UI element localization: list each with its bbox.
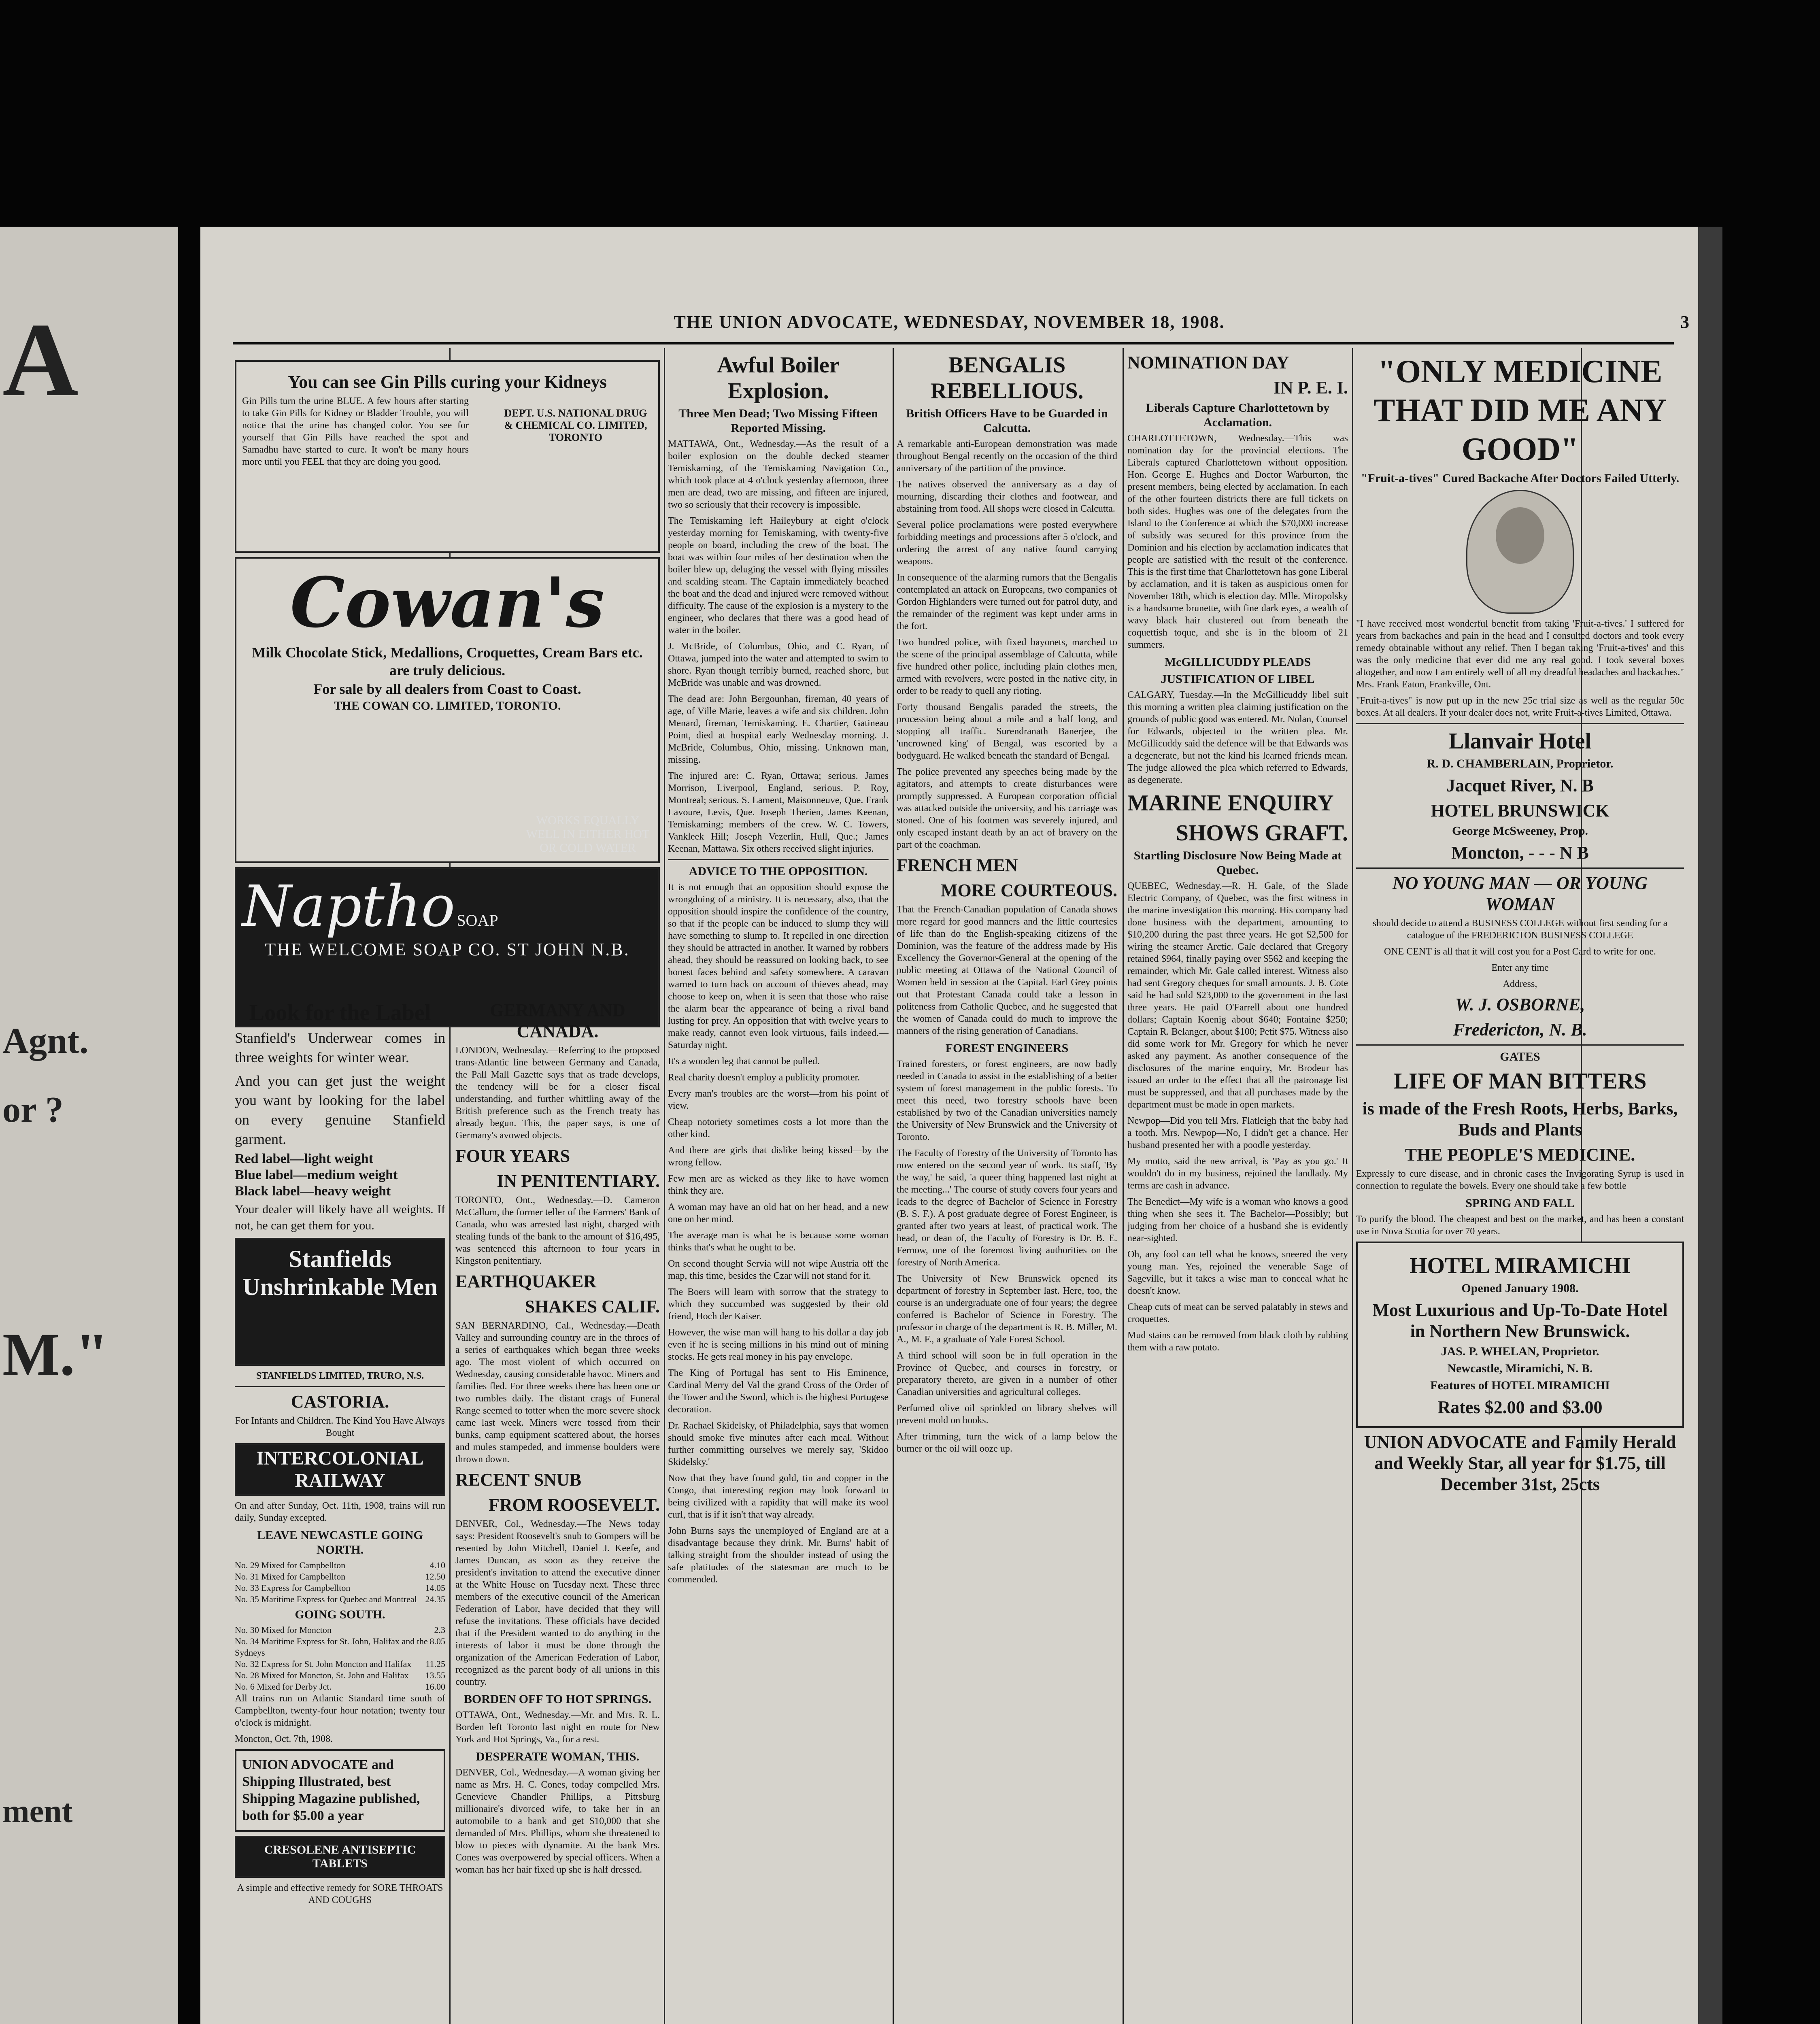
advice-body-9: The average man is what he is because some woman thinks that's what he ought to be. (668, 1230, 889, 1253)
miramichi-prop: JAS. P. WHELAN, Proprietor. (1441, 1345, 1599, 1358)
timetable-south (235, 1624, 445, 1692)
naptho-logo: Naptho (242, 874, 455, 940)
table-row: No. 28 Mixed for Moncton, St. John and Halifax 13.55 (235, 1670, 445, 1680)
mcgillicuddy-body: CALGARY, Tuesday.—In the McGillicuddy libel suit this morning a written plea claiming justification on the grounds of public good was entered. Mr. Nolan, Counsel for Edwards, objected to the written plea. Mr. McGillicuddy said the defence will be that Edwards was a degenerate, but not the kind his learned friends mean. The judge allowed the plea which referred to Edwards, as degenerate. (1127, 690, 1348, 785)
four-years-head: FOUR YEARS (455, 1146, 570, 1166)
earthquake-head-2: SHAKES CALIF. (525, 1297, 660, 1316)
column-3 (668, 348, 889, 2024)
newspaper-page (200, 227, 1698, 2024)
column-rule (664, 348, 665, 2024)
intercolonial-south-head: GOING SOUTH. (295, 1608, 385, 1621)
divider (1356, 867, 1684, 869)
naptho-company: THE WELCOME SOAP CO. ST JOHN N.B. (265, 940, 630, 959)
hot-springs-head: BORDEN OFF TO HOT SPRINGS. (464, 1692, 652, 1706)
cowans-line-2: For sale by all dealers from Coast to Coast. (313, 681, 581, 697)
bengalis-body-7: The police prevented any speeches being made by the agitators, and attempts to create disturbances were promptly suppressed. A European corporation official was attacked outside the university, and his carriage was stoned. One of his footmen was severely injured, and only escaped instant death by an act of bravery on the part of the coachman. (897, 767, 1117, 850)
advice-body-11: The Boers will learn with sorrow that the strategy to which they succumbed was suggested by their old friend, Hoch der Kaiser. (668, 1287, 889, 1322)
gates-season: SPRING AND FALL (1465, 1197, 1575, 1210)
divider (1356, 1044, 1684, 1046)
french-men-head: FRENCH MEN (897, 855, 1018, 875)
gates-text: Expressly to cure disease, and in chronic cases the Invigorating Syrup is used in connection to regulate the bowels. Every one should take a few bottle (1356, 1169, 1684, 1191)
advice-body-3: Real charity doesn't employ a publicity promoter. (668, 1072, 860, 1083)
hot-springs-body: OTTAWA, Ont., Wednesday.—Mr. and Mrs. R. L. Borden left Toronto last night en route for New York and Hot Springs, Va., for a rest. (455, 1710, 660, 1745)
miramichi-ad (1356, 1242, 1684, 1428)
stanfield-head: Look for the Label (249, 1000, 431, 1025)
bengalis-body-3: Several police proclamations were posted everywhere forbidding meetings and processions after 5 o'clock, and ordering the arrest of any native found carrying weapons. (897, 520, 1117, 567)
stanfield-label-blue: Blue label—medium weight (235, 1167, 398, 1182)
boiler-head: Awful Boiler Explosion. (717, 353, 840, 404)
forest-body-3: The University of New Brunswick opened its department of forestry in September last. Here, too, the course is an undergraduate one of four years; the degree conferred is Bachelor of Science in Forestry. The professor in charge of the department is R. B. Miller, M. A., M. F., a graduate of Yale Forest School. (897, 1274, 1117, 1345)
advice-body-8: A woman may have an old hat on her head, and a new one on her mind. (668, 1202, 889, 1225)
fruit-a-tives-sub: "Fruit-a-tives" Cured Backache After Doctors Failed Utterly. (1361, 472, 1680, 485)
intercolonial-head: INTERCOLONIAL RAILWAY (235, 1443, 445, 1496)
advice-body-4: Every man's troubles are the worst—from his point of view. (668, 1089, 889, 1111)
gates-title: LIFE OF MAN BITTERS (1393, 1069, 1647, 1094)
marine-joke-4: Oh, any fool can tell what he knows, sneered the very young man. Yes, rejoined the venerable Sage of Sageville, but it takes a wise man to conceal what he doesn't know. (1127, 1249, 1348, 1296)
snub-body: DENVER, Col., Wednesday.—The News today says: President Roosevelt's snub to Gompers will be resented by John Mitchell, Daniel J. Keefe, and James Duncan, as soon as they receive the president's invitation to attend the executive dinner at the White House on Tuesday next. These three members of the executive council of the American Federation of Labor, have decided that they will refuse the invitations. These officials have decided that if the President wanted to do anything in the interests of labor it must be done through the organization of the American Federation of Labor, recognized as the parent body of all unions in this country. (455, 1519, 660, 1687)
boiler-sub: Three Men Dead; Two Missing Fifteen Reported Missing. (678, 407, 878, 435)
cresolene-head: CRESOLENE ANTISEPTIC TABLETS (235, 1836, 445, 1878)
bengalis-body-2: The natives observed the anniversary as a day of mourning, discarding their clothes and footwear, and abstaining from food. All shops were closed in Calcutta. (897, 479, 1117, 514)
four-years-body: TORONTO, Ont., Wednesday.—D. Cameron McCallum, the former teller of the Farmers' Bank of Canada, who was arrested last night, charged with stealing funds of the bank to the amount of $16,495, was sentenced this afternoon to four years in Kingston penitentiary. (455, 1195, 660, 1266)
gates-text-2: To purify the blood. The cheapest and best on the market, and has been a constant use in Nova Scotia for over 70 years. (1356, 1214, 1684, 1237)
marine-joke-5: Cheap cuts of meat can be served palatably in stews and croquettes. (1127, 1302, 1348, 1325)
school-enter: Enter any time (1491, 963, 1549, 973)
marine-joke-1: Newpop—Did you tell Mrs. Flatleigh that the baby had a tooth. Mrs. Newpop—No, I didn't get a chance. Her husband presented her with a poodle yesterday. (1127, 1116, 1348, 1150)
column-6 (1356, 348, 1684, 2024)
cresolene-text: A simple and effective remedy for SORE THROATS AND COUGHS (237, 1883, 443, 1905)
miramichi-desc: Most Luxurious and Up-To-Date Hotel in Northern New Brunswick. (1372, 1300, 1668, 1341)
masthead-title: THE UNION ADVOCATE, WEDNESDAY, NOVEMBER 18, 1908. (674, 312, 1225, 332)
bengalis-body-1: A remarkable anti-European demonstration was made throughout Bengal recently on the occasion of the third anniversary of the partition of the province. (897, 439, 1117, 474)
marine-sub: Startling Disclosure Now Being Made at Quebec. (1133, 849, 1342, 877)
column-5 (1127, 348, 1348, 2024)
mcgillicuddy-head: McGILLICUDDY PLEADS (1164, 655, 1311, 669)
boiler-body-5: The injured are: C. Ryan, Ottawa; serious. James Morrison, Liverpool, England, serious. P. Roy, Montreal; serious. S. Lament, Maisonneuve, Que. Frank Lavoure, Levis, Que. Joseph Therien, James Keenan, Temiskaming; members of the crew. W. C. Towers, Vankleek Hill; Joseph Vezerlin, Hull, Que.; James Keenan, Mattawa. Six others received slight injuries. (668, 771, 889, 854)
miramichi-opened: Opened January 1908. (1461, 1282, 1579, 1295)
snub-head: RECENT SNUB (455, 1470, 581, 1490)
bengalis-head: BENGALIS REBELLIOUS. (930, 353, 1084, 404)
cowans-logo: Cowan's (290, 562, 605, 643)
timetable-north (235, 1560, 445, 1605)
stanfield-label-black: Black label—heavy weight (235, 1184, 391, 1199)
snub-head-2: FROM ROOSEVELT. (489, 1495, 660, 1515)
advice-body-14: Dr. Rachael Skidelsky, of Philadelphia, says that women should smoke five minutes after each meal. Without further committing ourselves we merely say, 'Skidoo Skidelsky.' (668, 1420, 889, 1467)
advice-body-10: On second thought Servia will not wipe Austria off the map, this time, besides the Czar will not stand for it. (668, 1259, 889, 1281)
school-fee: ONE CENT is all that it will cost you for a Post Card to write for one. (1384, 946, 1656, 957)
naptho-soap: SOAP (457, 911, 498, 929)
column-1 (235, 996, 445, 2024)
column-4 (897, 348, 1117, 2024)
advocate-offer: UNION ADVOCATE and Family Herald and Weekly Star, all year for $1.75, till December 31st, 25cts (1364, 1432, 1676, 1494)
nomination-body: CHARLOTTETOWN, Wednesday.—This was nomination day for the provincial elections. The Liberals captured Charlottetown without opposition. Hon. George E. Hughes and Doctor Warburton, the present members, being elected by acclamation. In each of the other fourteen districts there are full tickets on both sides. Hughes was one of the delegates from the Island to the Conference at which the $70,000 increase of subsidy was secured for this province from the Dominion and his election by acclamation indicates that people are satisfied with the result of the conference. This is the first time that Charlottetown has gone Liberal by acclamation, and it is taken as auspicious omen for November 18th, which is election day. Mlle. Miropolsky is a handsome brunette, with fine dark eyes, a wealth of wavy black hair clustered out from beneath the coquettish toque, and she is in the bloom of 21 summers. (1127, 433, 1348, 650)
french-men-body: That the French-Canadian population of Canada shows more regard for good manners and the little courtesies of life than do the English-speaking citizens of the Dominion, was the feature of the address made by His Excellency the Governor-General at the opening of the public meeting at Ottawa of the National Council of Women held in session at the Capital. Earl Grey points out that Protestant Canada could take a lesson in politeness from Catholic Quebec, and he suggested that the women of Canada could do much to improve the manners of the rising generation of Canadians. (897, 904, 1117, 1036)
forest-body-1: Trained foresters, or forest engineers, are now badly needed in Canada to assist in the establishing of a better system of forest management in the public forests. To meet this need, two forestry schools have been established by two of the Canadian universities namely the University of New Brunswick and the University of Toronto. (897, 1059, 1117, 1142)
advice-head: ADVICE TO THE OPPOSITION. (689, 865, 868, 878)
stanfield-p2: And you can get just the weight you want by looking for the label on every genuine Stanfield garment. (235, 1073, 445, 1147)
miramichi-features: Features of HOTEL MIRAMICHI (1430, 1379, 1610, 1392)
stanfield-dealer: Your dealer will likely have all weights. If not, he can get them for you. (235, 1203, 445, 1232)
brunswick-name: HOTEL BRUNSWICK (1431, 801, 1610, 821)
school-town: Fredericton, N. B. (1453, 1020, 1587, 1040)
marine-head-2: SHOWS GRAFT. (1176, 821, 1348, 846)
brunswick-place: Moncton, - - - N B (1451, 843, 1589, 863)
naptho-tagline: WORKS EQUALLY WELL IN EITHER HOT OR COLD WATER (526, 814, 650, 855)
forest-body-5: Perfumed olive oil sprinkled on library shelves will prevent mold on books. (897, 1403, 1117, 1426)
masthead (200, 312, 1698, 340)
divider (1356, 723, 1684, 724)
four-years-head-2: IN PENITENTIARY. (497, 1171, 660, 1191)
stanfield-side: STANFIELDS LIMITED, TRURO, N.S. (256, 1371, 424, 1381)
advice-body-7: Few men are as wicked as they like to have women think they are. (668, 1174, 889, 1196)
bengalis-body-4: In consequence of the alarming rumors that the Bengalis contemplated an attack on Europeans, two companies of Gordon Highlanders were turned out for patrol duty, and the remainder of the regiment was kept under arms in the fort. (897, 572, 1117, 631)
advice-body-2: It's a wooden leg that cannot be pulled. (668, 1056, 820, 1067)
earthquake-head: EARTHQUAKER (455, 1271, 597, 1291)
intercolonial-note: All trains run on Atlantic Standard time south of Campbellton, twenty-four hour notation; twenty four o'clock is midnight. (235, 1693, 445, 1728)
table-row: No. 6 Mixed for Derby Jct. 16.00 (235, 1682, 445, 1692)
llanvair-prop: R. D. CHAMBERLAIN, Proprietor. (1427, 757, 1614, 770)
stanfield-box: Stanfields Unshrinkable Men (235, 1238, 445, 1366)
earthquake-body: SAN BERNARDINO, Cal., Wednesday.—Death Valley and surrounding country are in the throes of a series of earthquakes which began three weeks ago. The most violent of which occurred on Wednesday, causing considerable havoc. Miners and families fled. For three weeks there has been one or two rumbles daily. The distant crags of Funeral Range seemed to totter when the more severe shock came last week. Miners were tossed from their bunks, camp equipment scattered about, the horses and mules stampeded, and immense boulders were thrown down. (455, 1320, 660, 1465)
stanfield-label-red: Red label—light weight (235, 1151, 373, 1166)
castoria-text: For Infants and Children. The Kind You Have Always Bought (235, 1416, 445, 1438)
table-row: No. 34 Maritime Express for St. John, Halifax and the Sydneys 8.05 (235, 1636, 445, 1658)
gin-pills-headline: You can see Gin Pills curing your Kidneys (288, 372, 607, 392)
intercolonial-date: Moncton, Oct. 7th, 1908. (235, 1734, 333, 1744)
forest-body-4: A third school will soon be in full operation in the Province of Quebec, and courses in forestry, or preparatory thereto, are given in a number of other Canadian universities and agricultural colleges. (897, 1350, 1117, 1397)
strip-fragment: A (2, 302, 79, 418)
miramichi-rates: Rates $2.00 and $3.00 (1437, 1397, 1603, 1417)
gin-pills-maker: DEPT. U.S. NATIONAL DRUG & CHEMICAL CO. LIMITED, TORONTO (504, 407, 647, 443)
advice-body-5: Cheap notoriety sometimes costs a lot more than the other kind. (668, 1117, 889, 1140)
page-edge (1698, 227, 1722, 2024)
table-row: No. 29 Mixed for Campbellton 4.10 (235, 1560, 445, 1570)
strip-fragment: M." (2, 1321, 109, 1388)
germany-body: LONDON, Wednesday.—Referring to the proposed trans-Atlantic line between Germany and Canada, the Pall Mall Gazette says that as trade develops, the tendency will be for a closer fiscal understanding, and further whittling away of the British preference such as the French treaty has already begun. This, the paper says, is one of Germany's avowed objects. (455, 1045, 660, 1141)
column-rule (1352, 348, 1353, 2024)
desperate-body: DENVER, Col., Wednesday.—A woman giving her name as Mrs. H. C. Cones, today compelled Mrs. Genevieve Chandler Phillips, a Pittsburg millionaire's divorced wife, to take her in an automobile to a bank and get $10,000 that she demanded of Mrs. Phillips, whom she threatened to blow to pieces with dynamite. At the bank Mrs. Cones was overpowered by special officers. When a woman has her hair fixed up she is half dressed. (455, 1767, 660, 1875)
nomination-sub: Liberals Capture Charlottetown by Acclamation. (1146, 401, 1330, 429)
table-row: No. 35 Maritime Express for Quebec and Montreal 24.35 (235, 1594, 445, 1604)
bengalis-body-5: Two hundred police, with fixed bayonets, marched to the scene of the principal assemblage of Calcutta, while five hundred other police, including plain clothes men, armed with revolvers, were posted in the native city, in order to be ready to quell any rioting. (897, 637, 1117, 696)
marine-joke-2: My motto, said the new arrival, is 'Pay as you go.' It wouldn't do in my business, rejoined the landlady. My terms are cash in advance. (1127, 1156, 1348, 1191)
school-head: NO YOUNG MAN — OR YOUNG WOMAN (1392, 873, 1648, 914)
page-number: 3 (1680, 312, 1690, 332)
intercolonial-north-head: LEAVE NEWCASTLE GOING NORTH. (257, 1529, 423, 1556)
column-rule (893, 348, 894, 2024)
column-rule (1123, 348, 1124, 2024)
nomination-head-2: IN P. E. I. (1273, 378, 1348, 398)
table-row: No. 32 Express for St. John Moncton and Halifax 11.25 (235, 1659, 445, 1669)
gin-pills-text: Gin Pills turn the urine BLUE. A few hours after starting to take Gin Pills for Kidney or Bladder Trouble, you will notice that the urine has changed color. You see for yourself that Gin Pills have reached the spot and Samadhu have started to cure. It won't be many hours more until you FEEL that they are doing you good. (242, 396, 469, 467)
llanvair-place: Jacquet River, N. B (1446, 776, 1594, 795)
marine-joke-6: Mud stains can be removed from black cloth by rubbing them with a raw potato. (1127, 1330, 1348, 1353)
miramichi-name: HOTEL MIRAMICHI (1409, 1253, 1631, 1278)
divider (668, 859, 889, 860)
advice-body-16: John Burns says the unemployed of England are at a disadvantage because they drink. Mr. Burns' habit of talking straight from the shoulder instead of using the safe platitudes of the statesman are much to be commended. (668, 1526, 889, 1585)
gates-head: GATES (1500, 1050, 1540, 1063)
boiler-body-2: The Temiskaming left Haileybury at eight o'clock yesterday morning for Temiskaming, with twenty-five people on board, including the crew of the boat. The boat was within four miles of her destination when the boiler blew up, deluging the vessel with flying missiles and scalding steam. The Captain immediately beached the boat and the dead and injured were removed without difficulty. The cause of the explosion is a mystery to the engineer, who declares that there was a good head of water in the boiler. (668, 516, 889, 636)
advice-body-1: It is not enough that an opposition should expose the wrongdoing of a ministry. It is necessary, also, that the opposition should inspire the confidence of the country, so that if the people can be induced to slump they will have something to slump to. It repelled in one direction they should be attracted in another. It warned by robbers ahead, they should be reassured on looking back, to see honest faces behind and safety somewhere. A caravan warned to turn back on account of thieves ahead, may choose to keep on, when it is seen that those who raise the alarm bear the appearance of being a rival band lusting for prey. An opposition that with twelve years to make ready, cannot even look virtuous, fails indeed.—Saturday night. (668, 882, 889, 1050)
castoria-head: CASTORIA. (291, 1392, 389, 1412)
advice-body-15: Now that they have found gold, tin and copper in the Congo, that interesting region may look forward to being civilized with a rapidity that will make its wool curl, that is if it isn't that way already. (668, 1473, 889, 1520)
strip-fragment: Agnt. (2, 1021, 89, 1061)
marine-joke-3: The Benedict—My wife is a woman who knows a good thing when she sees it. The Bachelor—Possibly; but judging from her choice of a husband she is evidently near-sighted. (1127, 1197, 1348, 1244)
gates-made: is made of the Fresh Roots, Herbs, Barks, Buds and Plants (1362, 1099, 1678, 1140)
masthead-rule (233, 342, 1674, 344)
school-text: should decide to attend a BUSINESS COLLEGE without first sending for a catalogue of the FREDERICTON BUSINESS COLLEGE (1372, 918, 1668, 941)
advice-body-6: And there are girls that dislike being kissed—by the wrong fellow. (668, 1145, 889, 1168)
brunswick-prop: George McSweeney, Prop. (1452, 824, 1588, 838)
gates-tag: THE PEOPLE'S MEDICINE. (1405, 1145, 1635, 1165)
llanvair-name: Llanvair Hotel (1448, 729, 1592, 754)
column-2 (455, 996, 660, 2024)
boiler-body-3: J. McBride, of Columbus, Ohio, and C. Ryan, of Ottawa, jumped into the water and attempted to swim to shore. Ryan though terribly burned, reached shore, but McBride was unable and was drowned. (668, 641, 889, 688)
cowans-line-1: Milk Chocolate Stick, Medallions, Croquettes, Cream Bars etc. are truly delicious. (252, 644, 643, 678)
fruit-a-tives-head: "ONLY MEDICINE THAT DID ME ANY GOOD" (1374, 354, 1667, 467)
stanfield-p1: Stanfield's Underwear comes in three weights for winter wear. (235, 1030, 445, 1065)
wide-ads (235, 356, 660, 1031)
table-row: No. 33 Express for Campbellton 14.05 (235, 1583, 445, 1593)
fruit-a-tives-body: "I have received most wonderful benefit from taking 'Fruit-a-tives.' I suffered for years from backaches and pain in the head and I consulted doctors and took every remedy obtainable without any relief. Then I began taking 'Fruit-a-tives' and this was the only medicine that ever did me any real good. I took several boxes altogether, and now I am entirely well of all my dreadful headaches and backaches." Mrs. Frank Eaton, Frankville, Ont. (1356, 619, 1684, 690)
advice-body-13: The King of Portugal has sent to His Eminence, Cardinal Merry del Val the grand Cross of the Order of the Tower and the Sword, which is the highest Portugese decoration. (668, 1368, 889, 1415)
intercolonial-intro: On and after Sunday, Oct. 11th, 1908, trains will run daily, Sunday excepted. (235, 1501, 445, 1523)
table-row: No. 31 Mixed for Campbellton 12.50 (235, 1571, 445, 1582)
bengalis-body-6: Forty thousand Bengalis paraded the streets, the procession being about a mile and a half long, and stopping all traffic. Surendranath Banerjee, the 'uncrowned king' of Bengal, was escorted by a bodyguard. He walked beneath the standard of Bengal. (897, 702, 1117, 761)
adjacent-page-strip (0, 227, 178, 2024)
desperate-head: DESPERATE WOMAN, THIS. (476, 1750, 640, 1763)
nomination-head: NOMINATION DAY (1127, 353, 1289, 372)
germany-head: GERMANY AND CANADA. (490, 1000, 625, 1041)
advice-body-12: However, the wise man will hang to his dollar a day job even if he is seeing millions in his mind out of mining stocks. He gets real money in his pay envelope. (668, 1327, 889, 1362)
mcgillicuddy-head-2: JUSTIFICATION OF LIBEL (1161, 672, 1315, 686)
fruit-a-tives-offer: "Fruit-a-tives" is now put up in the new 25c trial size as well as the regular 50c boxes. At all dealers. If your dealer does not, write Fruit-a-tives Limited, Ottawa. (1356, 695, 1684, 718)
miramichi-place: Newcastle, Miramichi, N. B. (1447, 1362, 1593, 1375)
marine-body: QUEBEC, Wednesday.—R. H. Gale, of the Slade Electric Company, of Quebec, was the first witness in the marine investigation this morning. His company had done business with the department, amounting to $10,200 during the past three years. He got $2,500 for wiring the steamer Arctic. Gale declared that Gregory retained $964, finally paying over $562 and keeping the remainder, which Mr. Gale called interest. Witness also had sent Gregory cheques for small amounts. J. B. Cote said he had sold $23,000 to the government in the last three years. He paid O'Farrell about one hundred dollars; Captain Koenig about $640; Fontaine $250; Captain R. Belanger, about $100; Petit $75. Witness also did some work for Mr. Gregory for which he never asked any payment. As another consequence of the disclosures of the marine enquiry, Mr. Brodeur has issued an order to the effect that all the patronage list must be suppressed, and that all purchases made by the department must be made in open markets. (1127, 881, 1348, 1110)
school-name: W. J. OSBORNE, (1455, 995, 1585, 1014)
forest-body-6: After trimming, turn the wick of a lamp below the burner or the oil will ooze up. (897, 1431, 1117, 1454)
table-row: No. 30 Mixed for Moncton 2.3 (235, 1625, 445, 1635)
divider (235, 1386, 445, 1387)
woman-portrait-illustration (1466, 490, 1574, 614)
marine-head: MARINE ENQUIRY (1127, 791, 1334, 816)
forest-body-2: The Faculty of Forestry of the University of Toronto has now entered on the second year of work. Its staff, 'By the way,' he said, 'a queer thing happened last night at the meeting...' The course of study covers four years and leads to the degree of Bachelor of Science in Forestry (B. S. F.). A post graduate degree of Forest Engineer, is granted after two years at least, of practical work. The head, or dean of, the Faculty of Forestry is Dr. B. E. Fernow, one of the foremost living authorities on the forestry of North America. (897, 1148, 1117, 1268)
school-address-label: Address, (1503, 979, 1537, 989)
boiler-body-4: The dead are: John Bergounhan, fireman, 40 years of age, of Ville Marie, leaves a wife and six children. John Menard, fireman, Temiskaming. E. Chartier, Gatineau Point, died at hospital early Wednesday morning. J. McBride, Columbus, Ohio, missing. Unknown man, missing. (668, 694, 889, 765)
cowans-company: THE COWAN CO. LIMITED, TORONTO. (334, 699, 561, 712)
forest-head: FOREST ENGINEERS (945, 1042, 1069, 1055)
advocate-shipping-ad: UNION ADVOCATE and Shipping Illustrated, best Shipping Magazine published, both for $5.00 a year (235, 1749, 445, 1832)
bengalis-sub: British Officers Have to be Guarded in Calcutta. (906, 407, 1108, 435)
gin-pills-ad (235, 360, 660, 553)
strip-fragment: ment (2, 1794, 73, 1829)
strip-fragment: or ? (2, 1090, 64, 1130)
french-men-head-2: MORE COURTEOUS. (940, 880, 1117, 900)
boiler-body-1: MATTAWA, Ont., Wednesday.—As the result of a boiler explosion on the double decked steamer Temiskaming, of the Temiskaming Navigation Co., which took place at 4 o'clock yesterday afternoon, three men are dead, two are missing, and fifteen are injured, two so seriously that their recovery is impossible. (668, 439, 889, 510)
